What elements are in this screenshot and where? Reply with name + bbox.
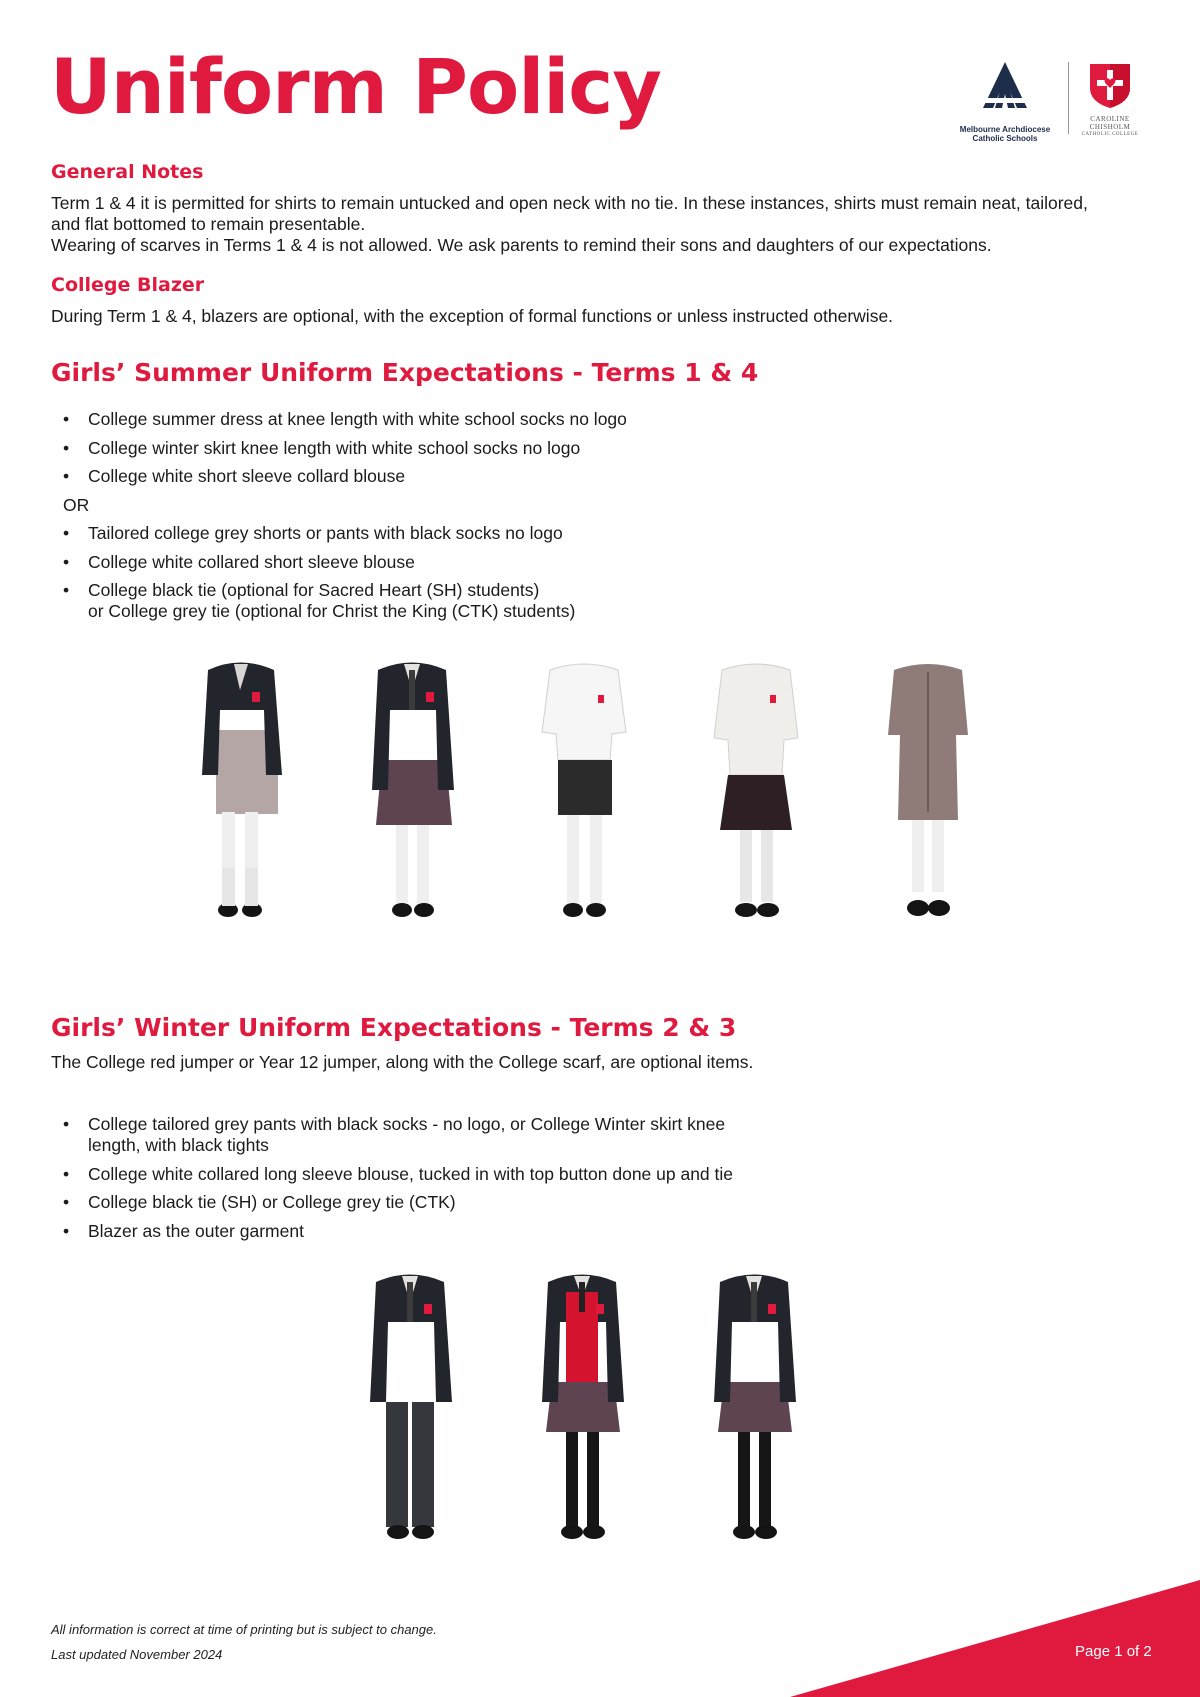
- summer-figure-blazer-dress: [202, 663, 282, 918]
- college-logo-line3: CATHOLIC COLLEGE: [1081, 132, 1139, 137]
- college-crest-icon: [1080, 60, 1140, 110]
- page-title: Uniform Policy: [50, 42, 661, 131]
- college-logo: [1080, 60, 1140, 140]
- winter-figure-jumper-skirt: [542, 1275, 624, 1540]
- list-item: • College white collared long sleeve blouse, tucked in with top button done up and tie: [51, 1164, 831, 1185]
- macs-logo-line1: Melbourne Archdiocese: [959, 125, 1051, 134]
- winter-figure-blazer-pants: [370, 1275, 452, 1540]
- tie-line-2: or College grey tie (optional for Christ the King (CTK) students): [88, 601, 576, 621]
- list-item: [51, 1114, 831, 1156]
- macs-logo: [955, 58, 1055, 143]
- macs-emblem-icon: [955, 58, 1055, 120]
- summer-figure-blazer-skirt-tie: [372, 663, 454, 918]
- summer-figure-dress: [888, 664, 968, 916]
- list-item: • College white short sleeve collard blouse: [51, 466, 771, 487]
- winter-intro: The College red jumper or Year 12 jumper, along with the College scarf, are optional items.: [51, 1052, 754, 1072]
- summer-figure-blouse-skirt: [714, 664, 798, 917]
- winter-item1-line2: length, with black tights: [88, 1135, 269, 1155]
- general-notes-line: Wearing of scarves in Terms 1 & 4 is not allowed. We ask parents to remind their sons and daughters of our expectations.: [51, 235, 992, 255]
- list-item: • College black tie (SH) or College grey tie (CTK): [51, 1192, 831, 1213]
- general-notes-line: Term 1 & 4 it is permitted for shirts to remain untucked and open neck with no tie. In these instances, shirts must remain neat, tailored,: [51, 193, 1088, 213]
- footer-disclaimer: All information is correct at time of printing but is subject to change.: [51, 1622, 437, 1637]
- summer-list: [51, 409, 771, 630]
- summer-figure-blouse-shorts: [542, 664, 626, 917]
- list-item: • Blazer as the outer garment: [51, 1221, 831, 1242]
- general-notes-line: and flat bottomed to remain presentable.: [51, 214, 366, 234]
- page-number: Page 1 of 2: [1075, 1643, 1152, 1660]
- summer-uniform-photos: [190, 650, 1010, 925]
- footer-updated: Last updated November 2024: [51, 1647, 223, 1662]
- or-separator: OR: [63, 494, 90, 515]
- general-notes-heading: General Notes: [51, 161, 204, 183]
- list-item: • Tailored college grey shorts or pants with black socks no logo: [51, 523, 771, 544]
- general-notes-body: [51, 193, 1161, 256]
- winter-item1-line1: College tailored grey pants with black socks - no logo, or College Winter skirt knee: [88, 1114, 726, 1134]
- winter-heading: Girls’ Winter Uniform Expectations - Terms 2 & 3: [51, 1013, 737, 1042]
- college-logo-line1: CAROLINE: [1090, 115, 1130, 123]
- list-item: [51, 580, 771, 622]
- college-blazer-text: During Term 1 & 4, blazers are optional, with the exception of formal functions or unless instructed otherwise.: [51, 306, 894, 326]
- college-blazer-heading: College Blazer: [51, 274, 205, 296]
- logo-divider: [1068, 62, 1069, 134]
- winter-list: [51, 1114, 831, 1249]
- winter-figure-blazer-skirt-tights: [714, 1275, 796, 1540]
- tie-line-1: College black tie (optional for Sacred Heart (SH) students): [88, 580, 540, 600]
- list-item: • College winter skirt knee length with white school socks no logo: [51, 438, 771, 459]
- list-item: • College white collared short sleeve blouse: [51, 552, 771, 573]
- macs-logo-line2: Catholic Schools: [972, 134, 1038, 143]
- summer-heading: Girls’ Summer Uniform Expectations - Terms 1 & 4: [51, 358, 759, 387]
- footer-red-triangle: [790, 1580, 1200, 1697]
- winter-uniform-photos: [360, 1262, 830, 1542]
- list-item: • College summer dress at knee length with white school socks no logo: [51, 409, 771, 430]
- college-logo-line2: CHISHOLM: [1089, 123, 1131, 131]
